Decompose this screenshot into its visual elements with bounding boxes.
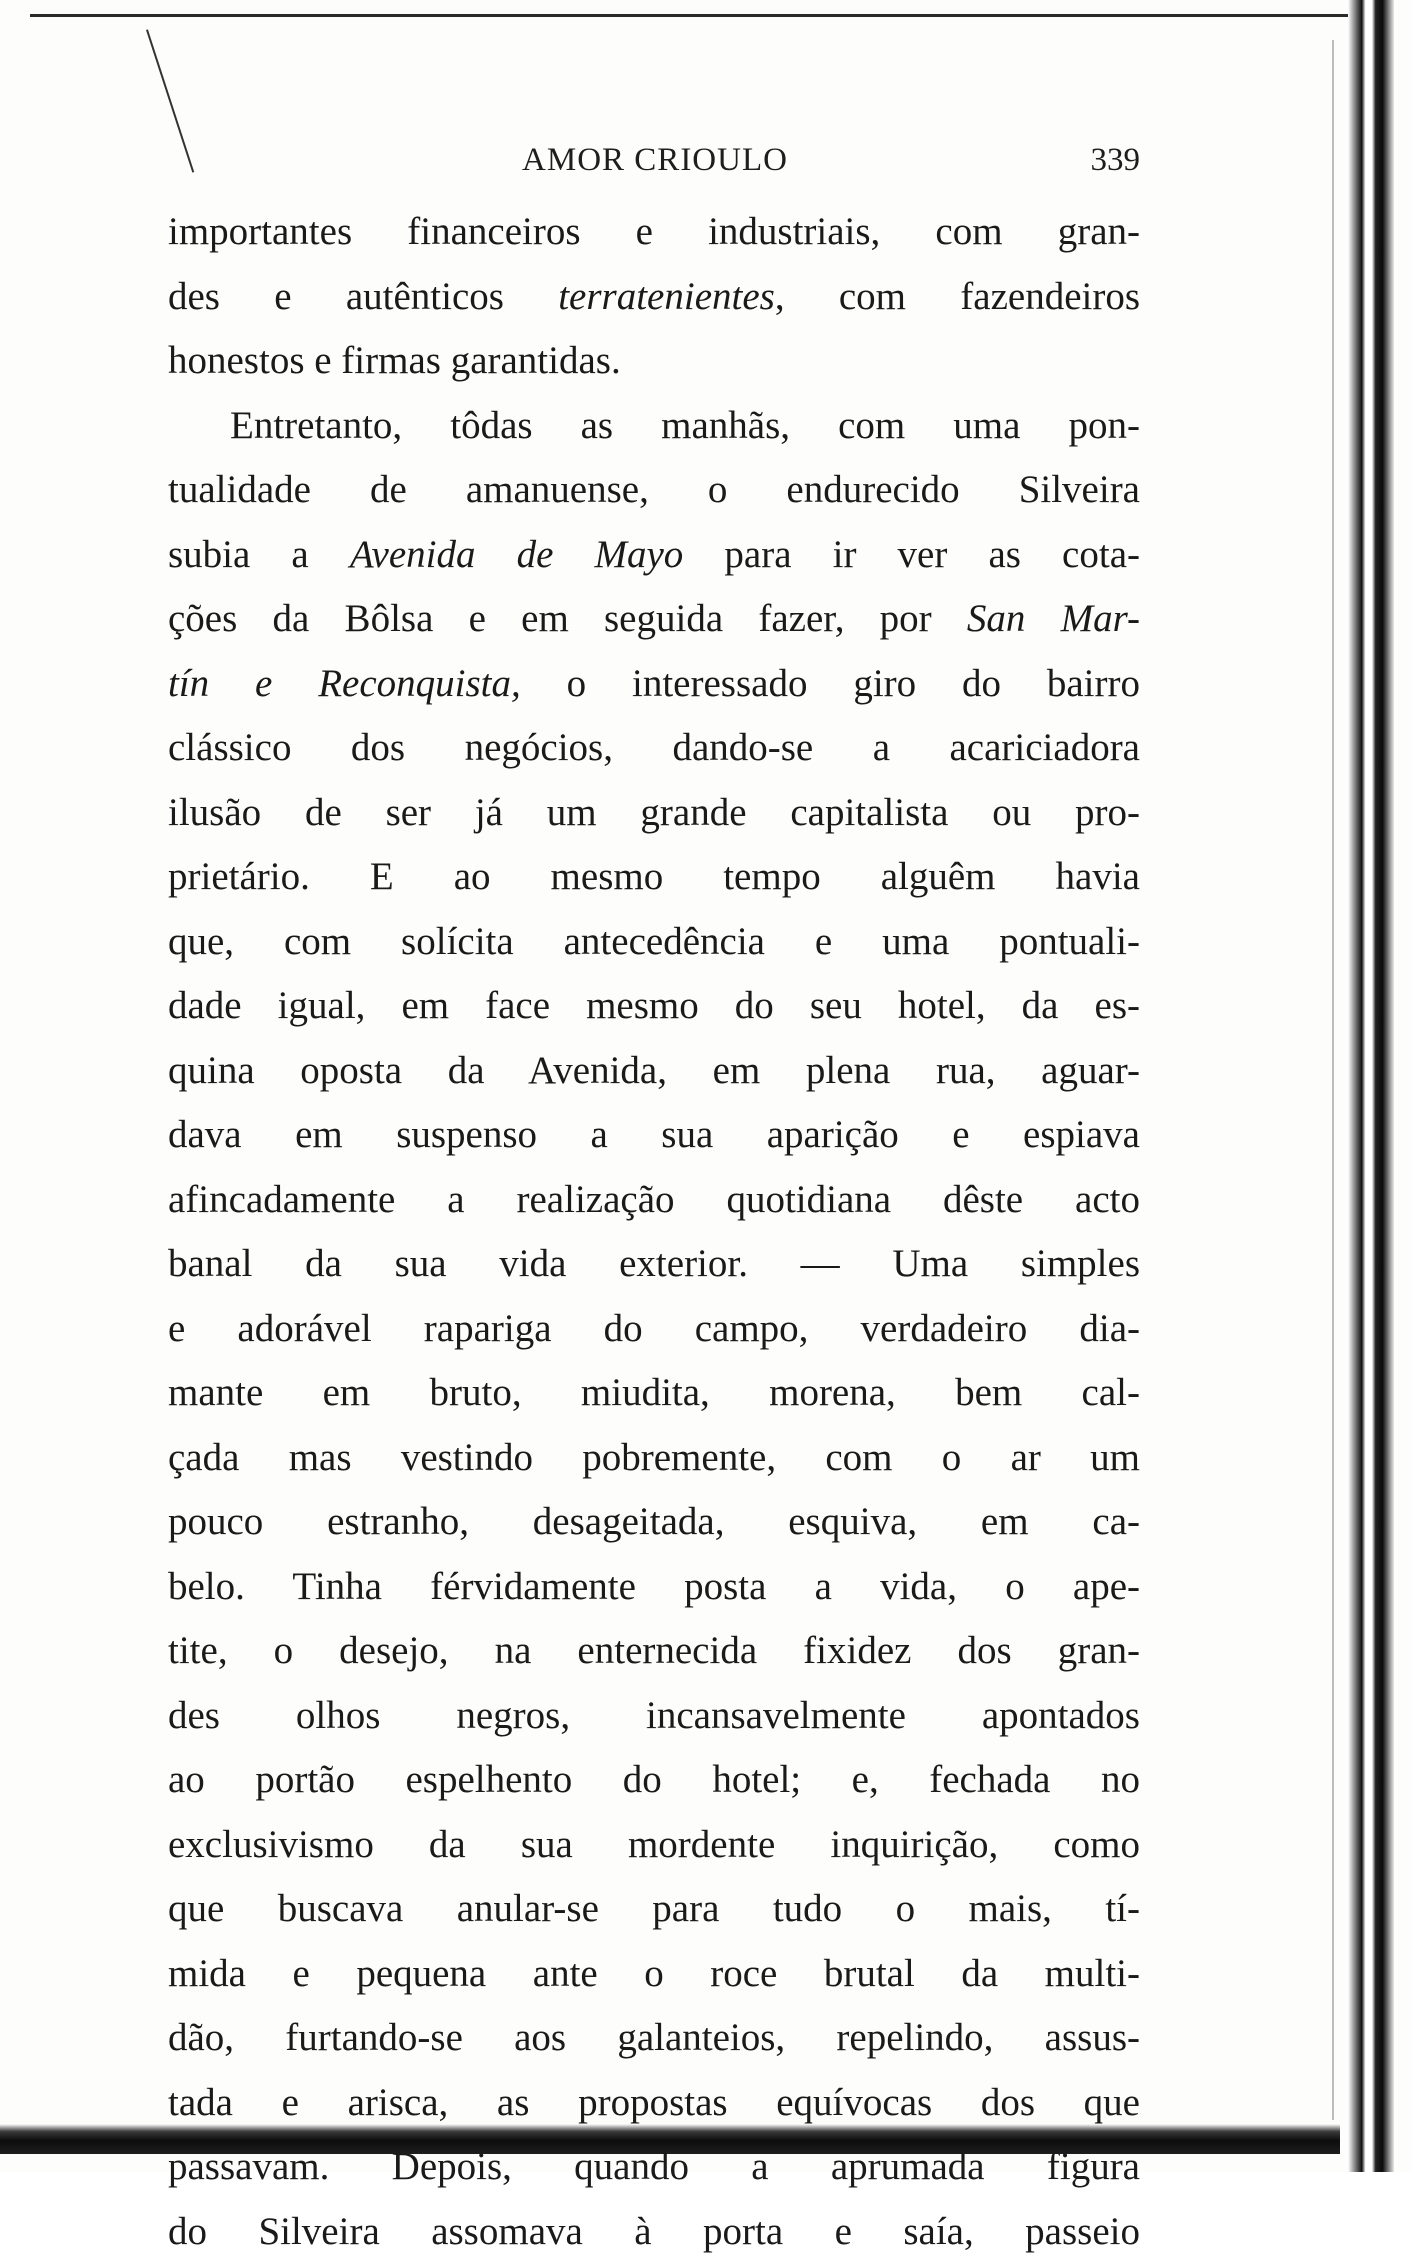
- text-run: belo. Tinha férvidamente posta a vida, o ape-: [168, 1565, 1140, 1608]
- text-run: , com fazendeiros: [775, 275, 1140, 318]
- text-line: [168, 394, 1140, 459]
- text-line: [168, 1877, 1140, 1942]
- text-line: [168, 781, 1140, 846]
- text-line: [168, 1555, 1140, 1620]
- text-run: mida e pequena ante o roce brutal da multi-: [168, 1952, 1140, 1995]
- text-run: clássico dos negócios, dando-se a acariciadora: [168, 726, 1140, 769]
- text-run: que buscava anular-se para tudo o mais, tí-: [168, 1887, 1140, 1930]
- text-line: [168, 1684, 1140, 1749]
- text-line: [168, 1813, 1140, 1878]
- text-run: banal da sua vida exterior. — Uma simples: [168, 1242, 1140, 1285]
- text-line: [168, 2071, 1140, 2136]
- text-line: [168, 1361, 1140, 1426]
- text-run: dão, furtando-se aos galanteios, repelindo, assus-: [168, 2016, 1140, 2059]
- text-line: [168, 587, 1140, 652]
- text-line: [168, 1426, 1140, 1491]
- book-spine-shadow: [1348, 0, 1394, 2172]
- text-line: [168, 1168, 1140, 1233]
- text-line: [168, 974, 1140, 1039]
- text-run: des olhos negros, incansavelmente apontados: [168, 1694, 1140, 1737]
- text-run: exclusivismo da sua mordente inquirição, como: [168, 1823, 1140, 1866]
- text-line: [168, 716, 1140, 781]
- text-run: passavam. Depois, quando a aprumada figura: [168, 2145, 1140, 2188]
- text-run: Entretanto, tôdas as manhãs, com uma pon-: [230, 404, 1140, 447]
- text-run: importantes financeiros e industriais, com gran-: [168, 210, 1140, 253]
- text-run: tualidade de amanuense, o endurecido Silveira: [168, 468, 1140, 511]
- text-line: [168, 2135, 1140, 2200]
- text-run: çada mas vestindo pobremente, com o ar um: [168, 1436, 1140, 1479]
- text-run: do Silveira assomava à porta e saía, passeio: [168, 2210, 1140, 2253]
- text-run: subia a: [168, 533, 350, 576]
- text-run: tite, o desejo, na enternecida fixidez dos gran-: [168, 1629, 1140, 1672]
- text-line: [168, 1103, 1140, 1168]
- text-run: ções da Bôlsa e em seguida fazer, por: [168, 597, 967, 640]
- text-run: ao portão espelhento do hotel; e, fechada no: [168, 1758, 1140, 1801]
- text-run: o interessado giro do bairro: [521, 662, 1140, 705]
- text-run: para ir ver as cota-: [683, 533, 1140, 576]
- text-line: [168, 265, 1140, 330]
- text-run: pouco estranho, desageitada, esquiva, em ca-: [168, 1500, 1140, 1543]
- italic-text-run: terratenientes: [558, 275, 775, 318]
- text-line: [168, 1232, 1140, 1297]
- text-run: ilusão de ser já um grande capitalista ou pro-: [168, 791, 1140, 834]
- scan-top-edge: [30, 14, 1350, 17]
- text-line: [168, 1490, 1140, 1555]
- body-text: [168, 200, 1140, 2264]
- text-run: quina oposta da Avenida, em plena rua, aguar-: [168, 1049, 1140, 1092]
- text-line: [168, 1942, 1140, 2007]
- text-run: afincadamente a realização quotidiana dêste acto: [168, 1178, 1140, 1221]
- text-run: honestos e firmas garantidas.: [168, 339, 621, 382]
- running-title: AMOR CRIOULO: [170, 142, 1140, 179]
- text-line: [168, 910, 1140, 975]
- text-line: [168, 523, 1140, 588]
- text-run: dava em suspenso a sua aparição e espiava: [168, 1113, 1140, 1156]
- text-line: [168, 458, 1140, 523]
- text-run: que, com solícita antecedência e uma pontuali-: [168, 920, 1140, 963]
- text-run: mante em bruto, miudita, morena, bem cal-: [168, 1371, 1140, 1414]
- text-run: dade igual, em face mesmo do seu hotel, da es-: [168, 984, 1140, 1027]
- text-run: prietário. E ao mesmo tempo alguêm havia: [168, 855, 1140, 898]
- text-line: [168, 2200, 1140, 2264]
- scan-right-edge: [1332, 40, 1334, 2120]
- page-number: 339: [1091, 142, 1141, 179]
- text-run: tada e arisca, as propostas equívocas dos que: [168, 2081, 1140, 2124]
- text-line: [168, 200, 1140, 265]
- text-line: [168, 1297, 1140, 1362]
- text-line: [168, 652, 1140, 717]
- text-run: des e autênticos: [168, 275, 558, 318]
- italic-text-run: Avenida de Mayo: [350, 533, 683, 576]
- running-head: [170, 142, 1140, 192]
- text-line: [168, 1748, 1140, 1813]
- italic-text-run: San Mar-: [967, 597, 1140, 640]
- text-line: [168, 1619, 1140, 1684]
- text-line: [168, 845, 1140, 910]
- italic-text-run: tín e Reconquista,: [168, 662, 521, 705]
- text-line: [168, 1039, 1140, 1104]
- text-line: [168, 329, 1140, 394]
- text-run: e adorável rapariga do campo, verdadeiro dia-: [168, 1307, 1140, 1350]
- text-line: [168, 2006, 1140, 2071]
